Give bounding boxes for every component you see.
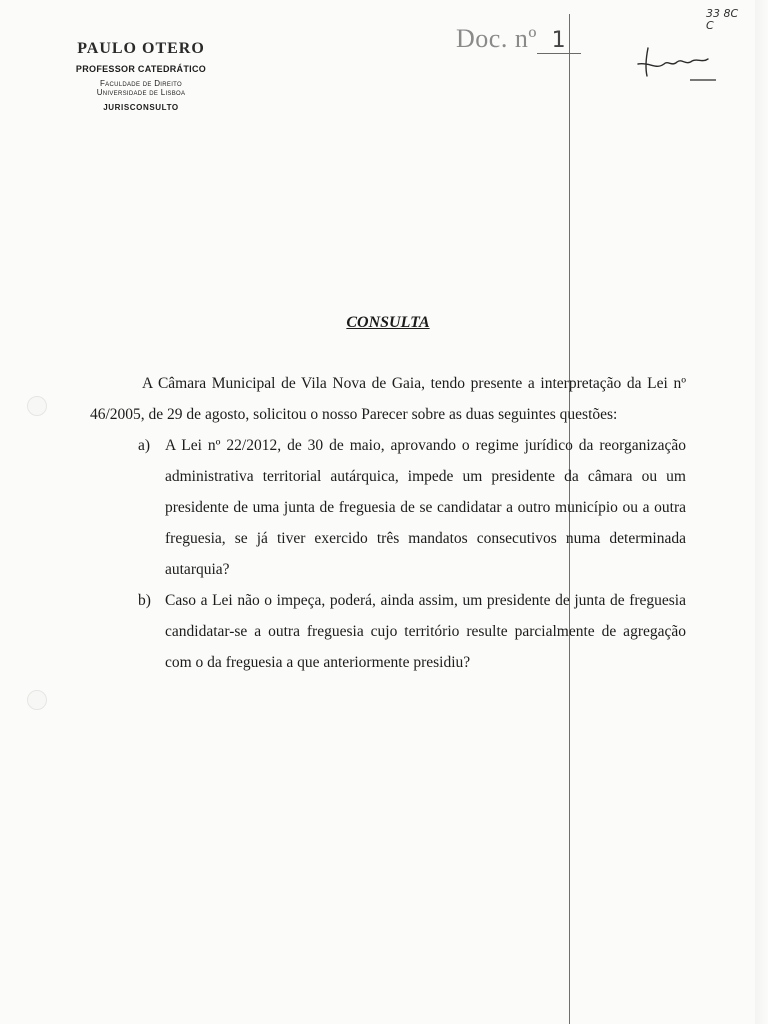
question-marker: a) <box>138 437 151 454</box>
corner-note-line: 33 8C <box>706 7 739 20</box>
punch-hole <box>27 396 47 416</box>
author-title: PROFESSOR CATEDRÁTICO <box>75 64 207 74</box>
document-heading: CONSULTA <box>346 314 430 331</box>
author-name: PAULO OTERO <box>77 40 205 57</box>
author-faculty: Faculdade de Direito <box>99 79 182 88</box>
document-body <box>90 368 686 678</box>
intro-paragraph: A Câmara Municipal de Vila Nova de Gaia, tendo presente a interpretação da Lei nº 46/2005, de 29 de agosto, solicitou o nosso Parecer sobre as duas seguintes questões: <box>90 375 686 423</box>
handwritten-signature <box>630 40 722 86</box>
stamp-label: Doc. nº <box>456 24 537 53</box>
letterhead <box>46 40 236 112</box>
stamp-number: 1 <box>537 28 581 54</box>
corner-note-line: C <box>706 19 714 32</box>
punch-hole <box>27 690 47 710</box>
document-number-stamp <box>456 24 581 54</box>
question-item <box>90 430 686 585</box>
question-text: A Lei nº 22/2012, de 30 de maio, aprovando o regime jurídico da reorganização administrativa territorial autárquica, impede um presidente da câmara ou um presidente de uma junta de freguesia de se candidatar a outro município ou a outra freguesia, se já tiver exercido três mandatos consecutivos numa determinada autarquia? <box>165 437 686 578</box>
questions-list <box>90 430 686 678</box>
question-marker: b) <box>138 592 151 609</box>
author-role: JURISCONSULTO <box>103 103 179 112</box>
scan-edge <box>755 0 768 1024</box>
question-item <box>90 585 686 678</box>
question-text: Caso a Lei não o impeça, poderá, ainda assim, um presidente de junta de freguesia candidatar-se a outra freguesia cujo território resulte parcialmente de agregação com o da freguesia a que anteriormente presidiu? <box>165 592 686 671</box>
handwritten-corner-note <box>706 8 738 32</box>
author-university: Universidade de Lisboa <box>96 88 186 97</box>
